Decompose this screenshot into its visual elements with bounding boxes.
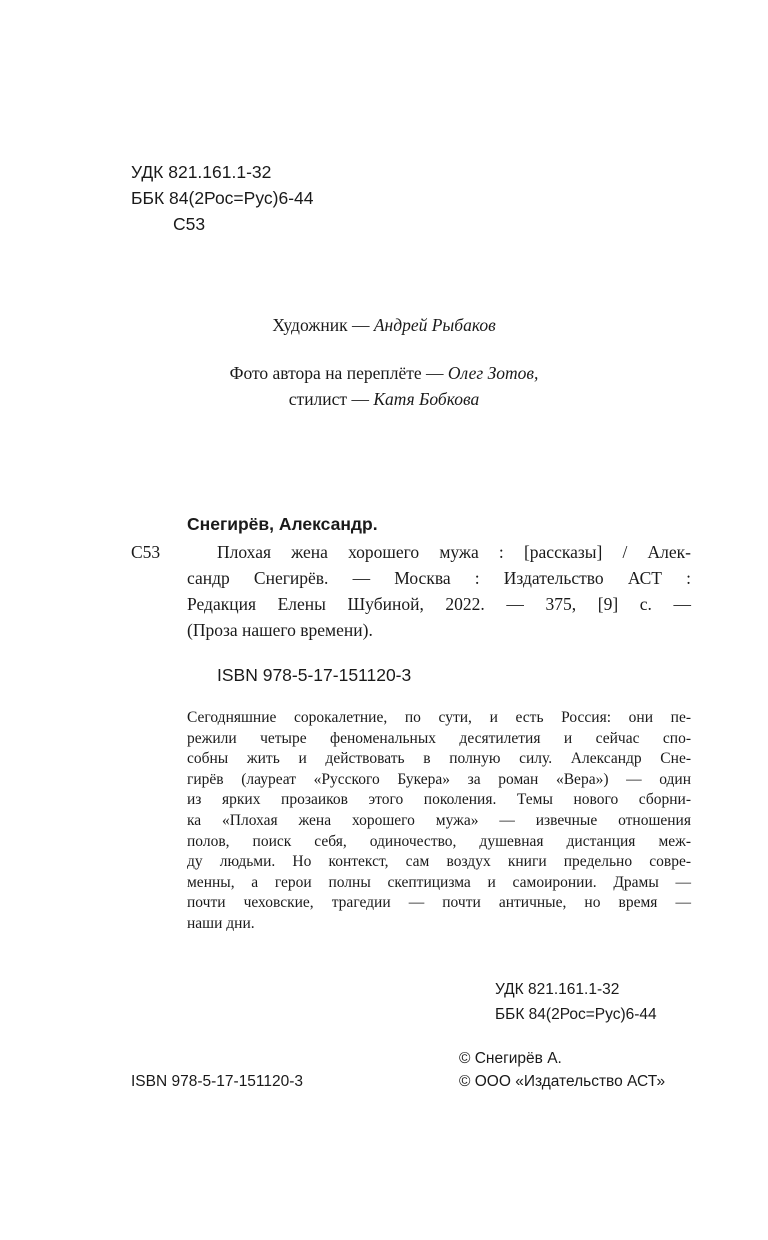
artist-credit [0, 314, 768, 336]
author-sign-top: С53 [173, 214, 206, 234]
annotation [187, 708, 691, 935]
copyright-author: © Снегирёв А. [459, 1050, 562, 1067]
bbk-code-bottom: ББК 84(2Рос=Рус)6-44 [495, 1006, 657, 1023]
bibliographic-line: Плохая жена хорошего мужа : [рассказы] / Алек- [217, 542, 691, 562]
artist-role: Художник — [272, 315, 374, 335]
copyright-publisher: © ООО «Издательство АСТ» [459, 1073, 666, 1090]
stylist-role: стилист — [288, 389, 374, 409]
isbn-record: ISBN 978-5-17-151120-3 [217, 665, 412, 685]
annotation-line: ка «Плохая жена хорошего мужа» — извечные отношения [187, 811, 691, 829]
photo-credit [0, 362, 768, 384]
bibliographic-line: сандр Снегирёв. — Москва : Издательство АСТ : [187, 568, 691, 588]
annotation-line: ду людьми. Но контекст, сам воздух книги предельно совре- [187, 853, 691, 871]
bbk-code-top: ББК 84(2Рос=Рус)6-44 [131, 188, 314, 208]
udk-code-top: УДК 821.161.1-32 [131, 162, 272, 182]
annotation-line: режили четыре феноменальных десятилетия и сейчас спо- [187, 729, 691, 747]
stylist-name: Катя Бобкова [373, 389, 480, 409]
bibliographic-heading: Снегирёв, Александр. [187, 514, 378, 534]
annotation-line: менны, а герои полны скептицизма и самоиронии. Драмы — [187, 873, 691, 891]
bibliographic-line: Редакция Елены Шубиной, 2022. — 375, [9] с. — [187, 594, 691, 614]
photo-role: Фото автора на переплёте — [229, 363, 448, 383]
annotation-line: из ярких прозаиков этого поколения. Темы нового сборни- [187, 791, 691, 809]
annotation-line: собны жить и действовать в полную силу. Александр Сне- [187, 750, 691, 768]
photo-name: Олег Зотов, [447, 363, 539, 383]
isbn-footer: ISBN 978-5-17-151120-3 [131, 1073, 304, 1090]
bibliographic-description [187, 541, 691, 641]
annotation-line: почти чеховские, трагедии — почти античные, но время — [187, 894, 691, 912]
annotation-line: гирёв (лауреат «Русского Букера» за роман «Вера») — один [187, 770, 691, 788]
bibliographic-sign: С53 [131, 542, 161, 562]
annotation-line: наши дни. [187, 914, 255, 932]
udk-code-bottom: УДК 821.161.1-32 [495, 981, 620, 998]
annotation-line: полов, поиск себя, одиночество, душевная дистанция меж- [187, 832, 691, 850]
bibliographic-line: (Проза нашего времени). [187, 620, 373, 640]
stylist-credit [0, 388, 768, 410]
artist-name: Андрей Рыбаков [373, 315, 496, 335]
annotation-line: Сегодняшние сорокалетние, по сути, и есть Россия: они пе- [187, 709, 691, 726]
